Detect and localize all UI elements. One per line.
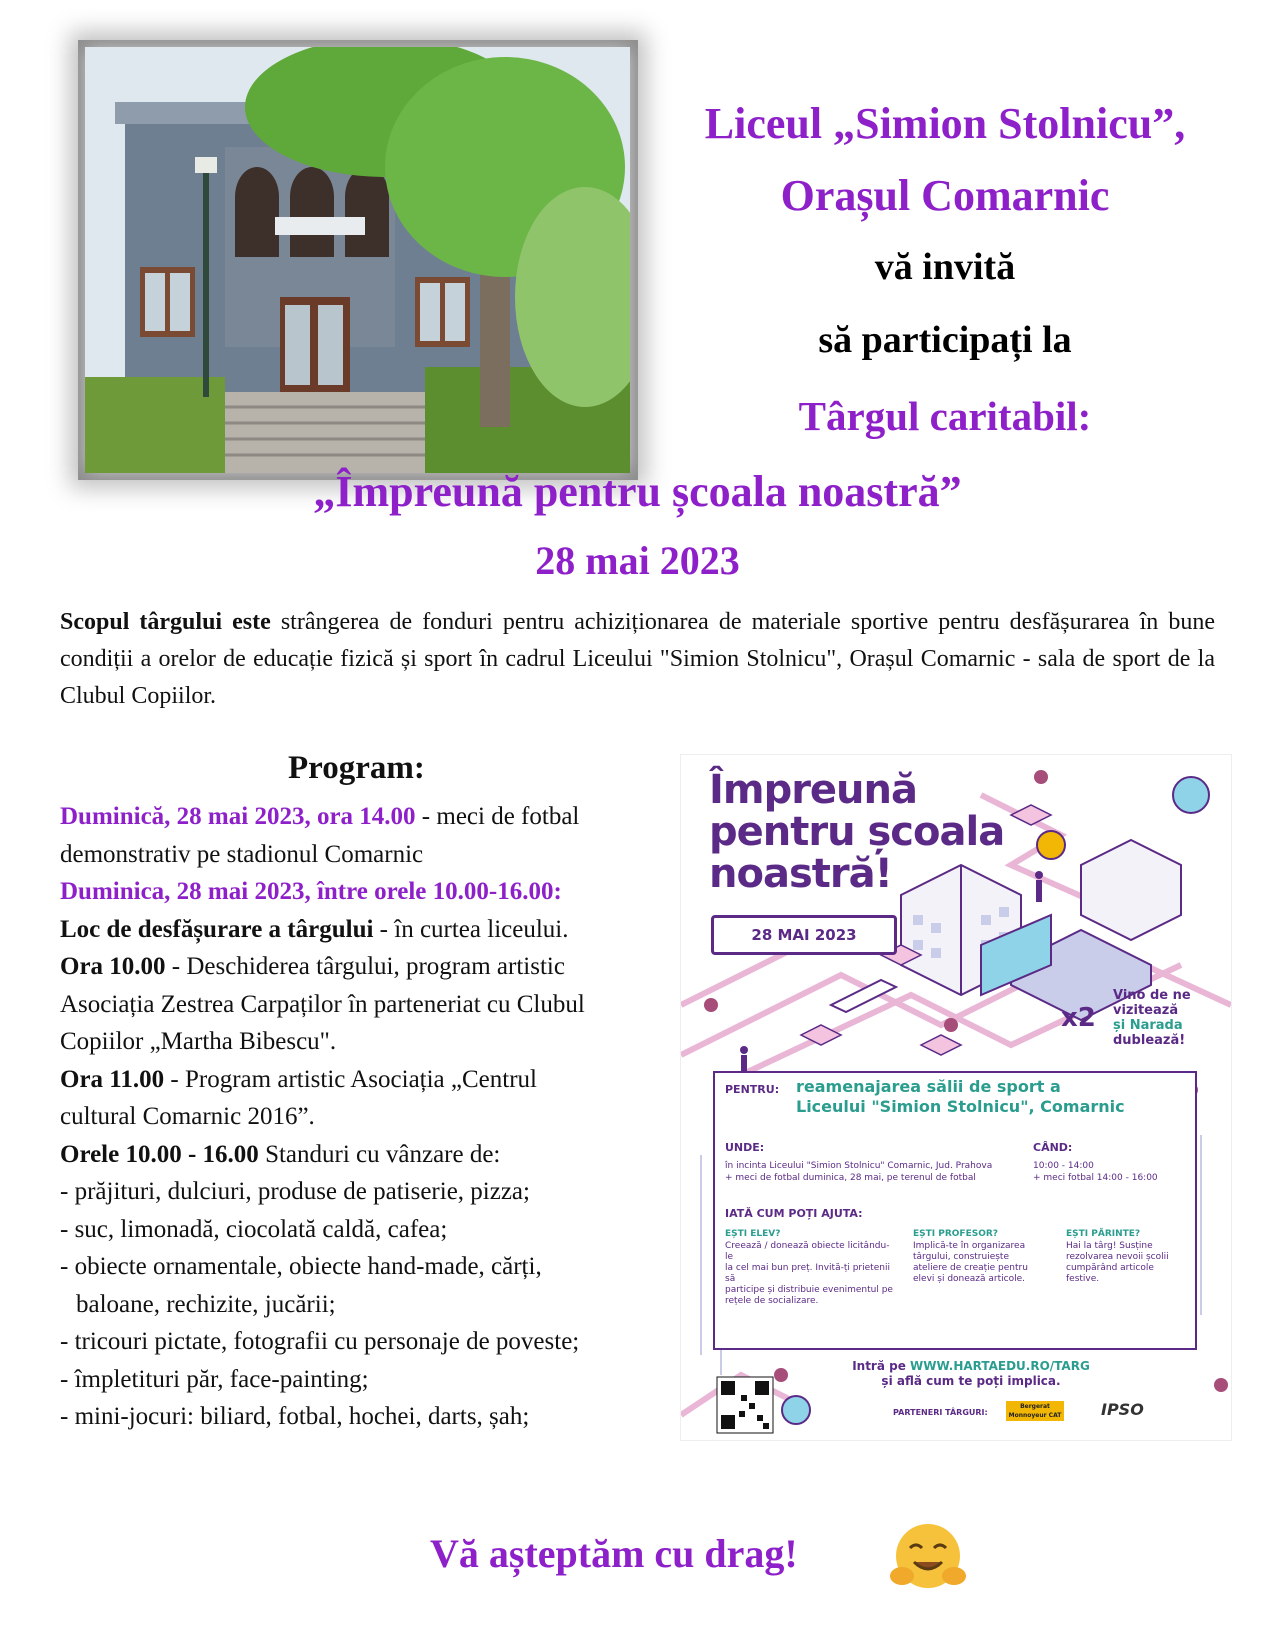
list-item: - prăjituri, dulciuri, produse de patiserie, pizza; xyxy=(60,1178,530,1205)
visit-line: vizitează xyxy=(1113,1003,1179,1018)
student-label: EȘTI ELEV? xyxy=(725,1229,781,1239)
where-label: UNDE: xyxy=(725,1141,765,1154)
student-text-line: participe și distribuie evenimentul pe xyxy=(725,1285,893,1295)
visit-line: și Narada xyxy=(1113,1018,1183,1033)
fair-title: „Împreună pentru școala noastră” xyxy=(313,467,962,516)
poster-title-line: noastră! xyxy=(709,851,892,897)
poster-title xyxy=(709,769,1004,895)
list-item: - mini-jocuri: biliard, fotbal, hochei, darts, șah; xyxy=(60,1403,530,1430)
list-item: - împletituri păr, face-painting; xyxy=(60,1365,369,1393)
invite-line: vă invită xyxy=(874,246,1016,288)
stands-line xyxy=(60,1136,680,1174)
parent-label: EȘTI PĂRINTE? xyxy=(1066,1229,1141,1239)
poster-title-line: Împreună xyxy=(709,767,917,813)
program-list xyxy=(60,798,680,1436)
closing-message: Vă așteptăm cu drag! xyxy=(430,1531,798,1576)
teacher-text-line: Implică-te în organizarea xyxy=(913,1241,1026,1251)
opening-line xyxy=(60,948,680,986)
event-poster xyxy=(680,754,1232,1441)
parent-text-line: rezolvarea nevoii școlii xyxy=(1066,1252,1169,1262)
partner-logo-bergerat: Bergerat Monnoyeur CAT xyxy=(1006,1401,1064,1421)
purpose-lead: Scopul târgului este xyxy=(60,609,271,635)
when-text-1: 10:00 - 14:00 xyxy=(1033,1161,1094,1171)
for-text-2: Liceului "Simion Stolnicu", Comarnic xyxy=(796,1097,1125,1116)
where-text-2: + meci de fotbal duminica, 28 mai, pe terenul de fotbal xyxy=(725,1173,976,1183)
fair-date: 28 mai 2023 xyxy=(535,538,740,583)
program-title: Program: xyxy=(288,750,425,786)
location-label: Loc de desfășurare a târgului xyxy=(60,915,374,943)
visit-line: Vino de ne xyxy=(1113,988,1191,1003)
artistic-text: - Program artistic Asociația „Centrul xyxy=(164,1065,537,1093)
visit-line: dublează! xyxy=(1113,1033,1186,1048)
hugging-face-emoji-icon xyxy=(888,1518,968,1598)
student-text xyxy=(725,1241,895,1307)
poster-date: 28 MAI 2023 xyxy=(711,915,897,955)
url-link: WWW.HARTAEDU.RO/TARG xyxy=(910,1359,1090,1373)
fair-label: Târgul caritabil: xyxy=(798,393,1092,439)
football-when: Duminică, 28 mai 2023, ora 14.00 xyxy=(60,803,416,830)
teacher-text-line: elevi și donează articole. xyxy=(913,1274,1025,1284)
teacher-text-line: ateliere de creație pentru xyxy=(913,1263,1028,1273)
artistic-time: Ora 11.00 xyxy=(60,1065,165,1093)
parent-text-line: Hai la târg! Susține xyxy=(1066,1241,1153,1251)
poster-url xyxy=(831,1359,1111,1389)
teacher-text xyxy=(913,1241,1043,1285)
purpose-paragraph xyxy=(60,604,1215,715)
location-line xyxy=(60,911,680,949)
participate-line: să participați la xyxy=(818,319,1072,361)
town-name: Orașul Comarnic xyxy=(780,171,1110,220)
list-item: - tricouri pictate, fotografii cu personaje de poveste; xyxy=(60,1328,580,1355)
when-label: CÂND: xyxy=(1033,1141,1073,1154)
artistic-line-2: cultural Comarnic 2016”. xyxy=(60,1103,315,1130)
poster-visit-note xyxy=(1113,988,1191,1048)
for-label: PENTRU: xyxy=(725,1083,780,1096)
purpose-text: strângerea de fonduri pentru achiziționarea de materiale sportive pentru desfășurarea în bune condiții a orelor de educație fizică și sport în cadrul Liceului "Simion Stolnicu", Orașul Comarnic - sala de sport de la Clubul Copiilor. xyxy=(60,609,1215,709)
opening-line-2: Asociația Zestrea Carpaților în parteneriat cu Clubul xyxy=(60,990,585,1018)
student-text-line: Creează / donează obiecte licitându-le xyxy=(725,1241,890,1262)
partners-label: PARTENERI TÂRGURI: xyxy=(893,1408,988,1417)
student-text-line: la cel mai bun preț. Invită-ți prietenii să xyxy=(725,1263,890,1284)
opening-line-3: Copiilor „Martha Bibescu". xyxy=(60,1028,337,1055)
student-text-line: rețele de socializare. xyxy=(725,1296,819,1306)
parent-text-line: festive. xyxy=(1066,1274,1100,1284)
list-item: - obiecte ornamentale, obiecte hand-made, cărți, xyxy=(60,1253,542,1280)
poster-title-line: pentru școala xyxy=(709,809,1005,855)
school-building-photo xyxy=(85,47,630,473)
poster-x2: x2 xyxy=(1061,1003,1096,1033)
stands-text: Standuri cu vânzare de: xyxy=(258,1140,501,1168)
opening-time: Ora 10.00 xyxy=(60,953,166,980)
help-label: IATĂ CUM POȚI AJUTA: xyxy=(725,1207,863,1220)
url-pre: Intră pe xyxy=(852,1359,911,1373)
list-item: baloane, rechizite, jucării; xyxy=(76,1290,336,1318)
location-text: - în curtea liceului. xyxy=(373,915,569,943)
where-text-1: în incinta Liceului "Simion Stolnicu" Comarnic, Jud. Prahova xyxy=(725,1161,993,1171)
teacher-label: EȘTI PROFESOR? xyxy=(913,1229,999,1239)
football-line-2: demonstrativ pe stadionul Comarnic xyxy=(60,840,424,868)
list-item: - suc, limonadă, ciocolată caldă, cafea; xyxy=(60,1215,448,1243)
opening-text: - Deschiderea târgului, program artistic xyxy=(165,953,565,980)
football-what: - meci de fotbal xyxy=(415,803,580,830)
football-line xyxy=(60,798,680,836)
stands-time: Orele 10.00 - 16.00 xyxy=(60,1140,259,1168)
fair-when: Duminica, 28 mai 2023, între orele 10.00-16.00: xyxy=(60,878,562,905)
for-text-1: reamenajarea sălii de sport a xyxy=(796,1077,1061,1096)
parent-text xyxy=(1066,1241,1186,1285)
url-post: și află cum te poți implica. xyxy=(881,1374,1061,1388)
teacher-text-line: târgului, construiește xyxy=(913,1252,1010,1262)
when-text-2: + meci fotbal 14:00 - 16:00 xyxy=(1033,1173,1158,1183)
parent-text-line: cumpărând articole xyxy=(1066,1263,1154,1273)
school-name: Liceul „Simion Stolnicu”, xyxy=(704,99,1186,148)
partner-logo-ipso: IPSO xyxy=(1101,1400,1144,1419)
artistic-line xyxy=(60,1061,680,1099)
